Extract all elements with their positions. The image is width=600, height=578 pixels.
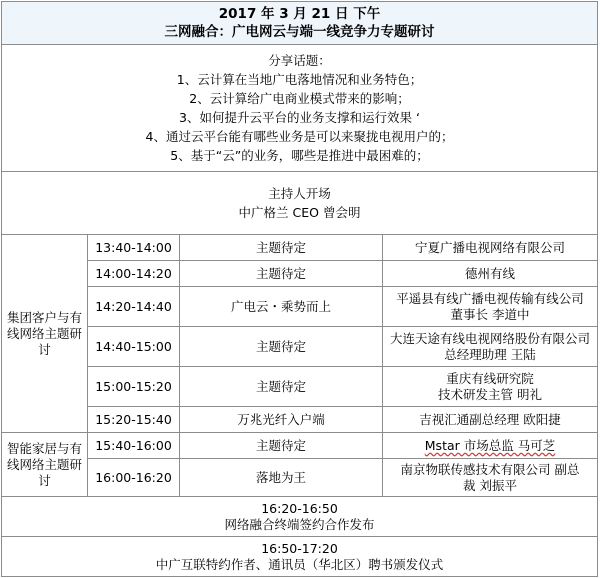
speaker-line: 总经理助理 王陆 (444, 346, 536, 362)
closing-cell (2, 537, 598, 577)
table-row (2, 459, 598, 497)
time-cell: 15:40-16:00 (88, 433, 180, 459)
agenda-table (1, 1, 598, 577)
segment-label: 集团客户与有线网络主题研讨 (2, 235, 88, 433)
time-cell: 16:00-16:20 (88, 459, 180, 497)
speaker-cell (383, 407, 598, 433)
time-cell: 15:20-15:40 (88, 407, 180, 433)
topic-cell: 主题待定 (180, 261, 383, 287)
speaker-line: 宁夏广播电视网络有限公司 (414, 239, 565, 255)
closing-row (2, 537, 598, 577)
topics-heading: 分享话题： (268, 53, 331, 68)
time-cell: 14:00-14:20 (88, 261, 180, 287)
topic-item: 5、基于“云”的业务，哪些是推进中最困难的； (170, 148, 429, 163)
header-row (2, 2, 598, 45)
agenda-title: 三网融合：广电网云与端一线竞争力专题研讨 (164, 24, 435, 40)
closing-row (2, 497, 598, 537)
speaker-line: 技术研发主管 明礼 (438, 386, 542, 402)
segment-label: 智能家居与有线网络主题研讨 (2, 433, 88, 497)
speaker-cell (383, 261, 598, 287)
speaker-cell (383, 235, 598, 261)
host-person: 中广格兰 CEO 曾会明 (238, 205, 361, 220)
speaker-cell (383, 367, 598, 407)
topic-item: 1、云计算在当地广电落地情况和业务特色； (176, 72, 423, 87)
speaker-line: 南京物联传感技术有限公司 副总 (400, 461, 580, 477)
speaker-line: 吉视汇通副总经理 欧阳捷 (419, 411, 561, 427)
speaker-line: 平遥县有线广播电视传输有线公司 (396, 290, 584, 306)
topic-cell: 广电云・乘势而上 (180, 287, 383, 327)
time-cell: 13:40-14:00 (88, 235, 180, 261)
topic-cell: 主题待定 (180, 433, 383, 459)
closing-event: 中广互联特约作者、通讯员（华北区）聘书颁发仪式 (155, 556, 444, 572)
topic-cell: 主题待定 (180, 327, 383, 367)
table-row (2, 433, 598, 459)
topic-cell: 主题待定 (180, 367, 383, 407)
speaker-line: 董事长 李道中 (450, 306, 530, 322)
topics-cell (2, 45, 598, 172)
closing-time: 16:20-16:50 (261, 500, 338, 516)
topic-cell: 万兆光纤入户端 (180, 407, 383, 433)
host-cell (2, 172, 598, 235)
speaker-line: 大连天途有线电视网络股份有限公司 (389, 330, 590, 346)
closing-time: 16:50-17:20 (261, 540, 338, 556)
date-line: 2017 年 3 月 21 日 下午 (218, 6, 381, 22)
topics-row (2, 45, 598, 172)
speaker-cell (383, 459, 598, 497)
table-row (2, 407, 598, 433)
table-row (2, 327, 598, 367)
time-cell: 14:40-15:00 (88, 327, 180, 367)
speaker-line: 重庆有线研究院 (446, 370, 534, 386)
closing-cell (2, 497, 598, 537)
speaker-cell (383, 327, 598, 367)
table-row (2, 235, 598, 261)
topic-item: 2、云计算给广电商业模式带来的影响； (189, 91, 410, 106)
table-row (2, 367, 598, 407)
speaker-line: Mstar 市场总监 马可芝 (424, 437, 556, 453)
topic-cell: 主题待定 (180, 235, 383, 261)
table-row (2, 287, 598, 327)
topic-cell: 落地为王 (180, 459, 383, 497)
agenda-header (2, 2, 598, 45)
speaker-line: 德州有线 (464, 265, 515, 281)
speaker-cell (383, 287, 598, 327)
host-row (2, 172, 598, 235)
time-cell: 14:20-14:40 (88, 287, 180, 327)
host-title: 主持人开场 (268, 186, 331, 201)
table-row (2, 261, 598, 287)
topic-item: 3、如何提升云平台的业务支撑和运行效果 ‘ (179, 110, 420, 125)
time-cell: 15:00-15:20 (88, 367, 180, 407)
closing-event: 网络融合终端签约合作发布 (224, 516, 375, 532)
speaker-cell (383, 433, 598, 459)
speaker-line: 裁 刘振平 (463, 477, 517, 493)
topic-item: 4、通过云平台能有哪些业务是可以来聚拢电视用户的； (145, 129, 454, 144)
